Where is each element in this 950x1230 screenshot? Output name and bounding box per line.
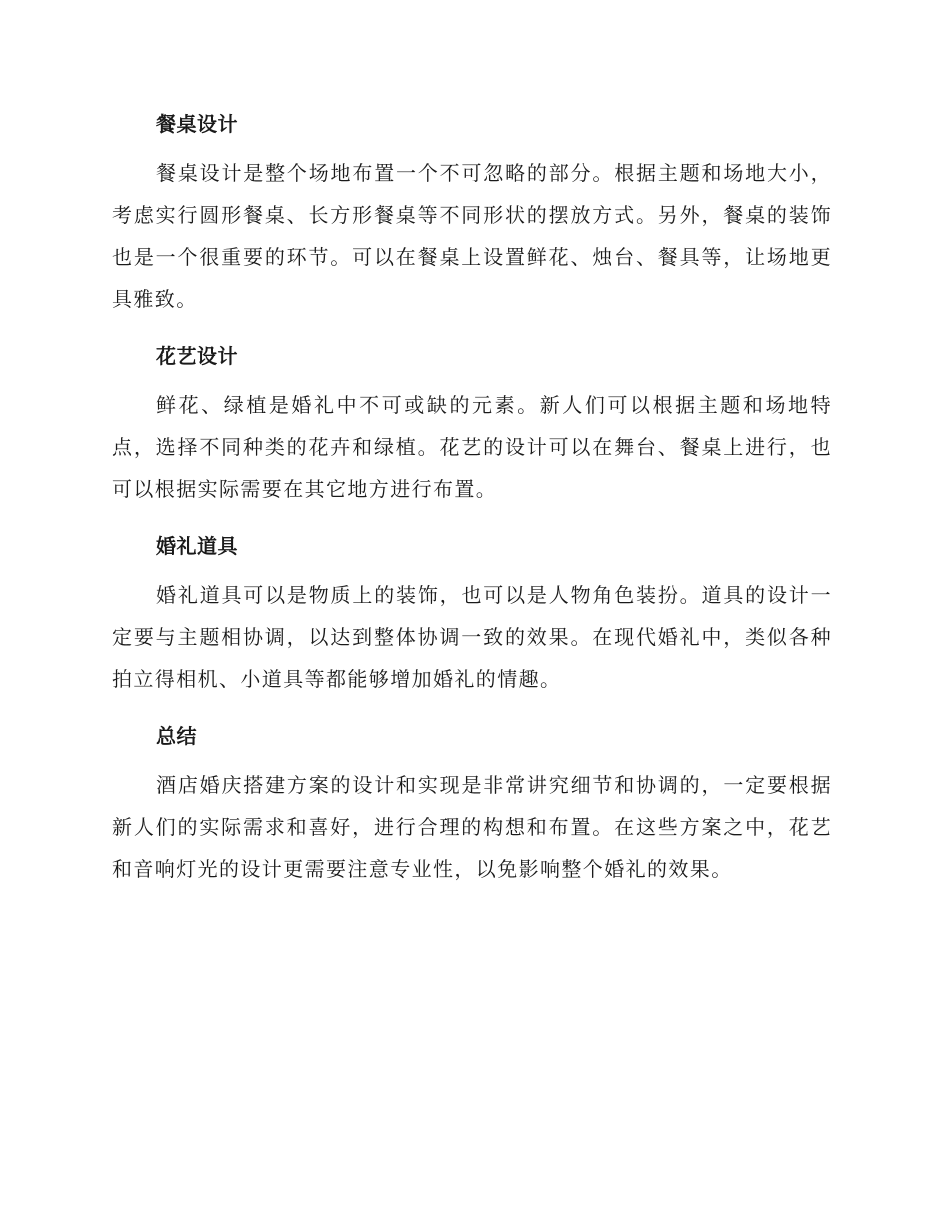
section-summary <box>112 720 832 890</box>
section-wedding-props <box>112 530 832 700</box>
section-paragraph: 婚礼道具可以是物质上的装饰，也可以是人物角色装扮。道具的设计一定要与主题相协调，以达到整体协调一致的效果。在现代婚礼中，类似各种拍立得相机、小道具等都能够增加婚礼的情趣。 <box>112 583 832 691</box>
section-paragraph: 鲜花、绿植是婚礼中不可或缺的元素。新人们可以根据主题和场地特点，选择不同种类的花卉和绿植。花艺的设计可以在舞台、餐桌上进行，也可以根据实际需要在其它地方进行布置。 <box>112 393 832 501</box>
document-content <box>112 108 832 910</box>
section-floral-design <box>112 340 832 510</box>
section-heading: 花艺设计 <box>156 344 238 368</box>
section-heading: 婚礼道具 <box>156 534 238 558</box>
section-paragraph: 酒店婚庆搭建方案的设计和实现是非常讲究细节和协调的，一定要根据新人们的实际需求和喜好，进行合理的构想和布置。在这些方案之中，花艺和音响灯光的设计更需要注意专业性，以免影响整个婚礼的效果。 <box>112 773 832 881</box>
section-paragraph: 餐桌设计是整个场地布置一个不可忽略的部分。根据主题和场地大小，考虑实行圆形餐桌、长方形餐桌等不同形状的摆放方式。另外，餐桌的装饰也是一个很重要的环节。可以在餐桌上设置鲜花、烛台、餐具等，让场地更具雅致。 <box>112 161 832 311</box>
section-table-design <box>112 108 832 320</box>
section-heading: 总结 <box>156 724 197 748</box>
section-heading: 餐桌设计 <box>156 112 238 136</box>
